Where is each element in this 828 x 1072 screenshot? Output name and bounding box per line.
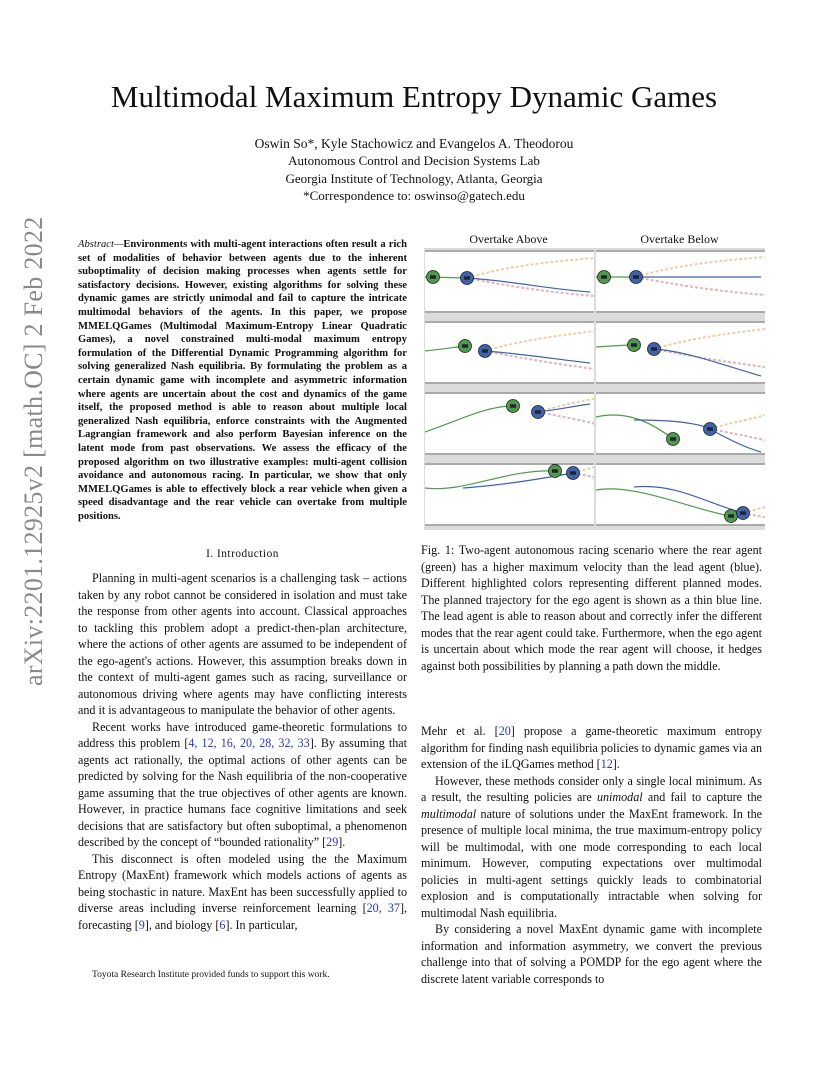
lead-agent-car-icon bbox=[482, 349, 488, 353]
panel-plot bbox=[596, 250, 765, 313]
rear-agent-car-icon bbox=[728, 514, 734, 518]
panel-plot bbox=[596, 392, 765, 455]
planned-mode-path bbox=[467, 258, 594, 278]
citation-link[interactable]: 20, 37 bbox=[366, 901, 400, 915]
panel-plot bbox=[425, 250, 594, 313]
author-names: Oswin So*, Kyle Stachowicz and Evangelos A. Theodorou bbox=[254, 136, 574, 151]
paper-title: Multimodal Maximum Entropy Dynamic Games bbox=[110, 79, 718, 114]
left-column-text bbox=[78, 570, 407, 933]
arxiv-identifier: arXiv:2201.12925v2 [math.OC] 2 Feb 2022 bbox=[19, 216, 48, 686]
author-correspondence: *Correspondence to: oswinso@gatech.edu bbox=[303, 188, 525, 203]
rear-agent-car-icon bbox=[462, 344, 468, 348]
planned-mode-path bbox=[485, 331, 594, 351]
citation-link[interactable]: 12 bbox=[600, 757, 613, 771]
rear-agent-trajectory bbox=[596, 415, 673, 439]
planned-mode-path bbox=[710, 429, 765, 447]
figure-panel bbox=[596, 392, 765, 455]
citation-link[interactable]: 4, 12, 16, 20, 28, 32, 33 bbox=[188, 736, 310, 750]
planned-mode-path bbox=[538, 412, 594, 430]
rear-agent-car-icon bbox=[631, 343, 637, 347]
lead-agent-trajectory bbox=[485, 351, 590, 363]
figure-panel bbox=[425, 463, 594, 526]
rear-agent-car-icon bbox=[510, 404, 516, 408]
panel-plot bbox=[596, 321, 765, 384]
right-paragraph-1: Mehr et al. [20] propose a game-theoretic maximum entropy algorithm for finding nash equilibria policies to dynamic games via an extension of the iLQGames method [12]. bbox=[421, 724, 762, 771]
rear-agent-car-icon bbox=[670, 437, 676, 441]
panel-plot bbox=[596, 463, 765, 526]
figure-panel bbox=[425, 250, 594, 313]
rear-agent-car-icon bbox=[552, 469, 558, 473]
figure-column-title: Overtake Above bbox=[469, 232, 548, 246]
lead-agent-car-icon bbox=[633, 275, 639, 279]
lead-agent-car-icon bbox=[707, 427, 713, 431]
lead-agent-trajectory bbox=[634, 486, 743, 513]
planned-mode-path bbox=[467, 278, 594, 296]
citation-link[interactable]: 20 bbox=[498, 724, 511, 738]
right-column-text bbox=[421, 723, 762, 987]
figure-panel bbox=[596, 321, 765, 384]
abstract bbox=[78, 238, 407, 523]
figure-panel bbox=[425, 392, 594, 455]
intro-paragraph-3: This disconnect is often modeled using the the Maximum Entropy (MaxEnt) framework which models actions of agents as being stochastic in nature. MaxEnt has been successfully applied to diverse areas including inverse reinforcement learning [20, 37], forecasting [9], and biology [6]. In particular, bbox=[78, 851, 407, 932]
planned-mode-path bbox=[654, 329, 765, 349]
abstract-body: Environments with multi-agent interactions often result a rich set of modalities of behavior between agents due to the inherent suboptimality of decision making processes when agents settle for satisfactory decisions. However, existing algorithms for solving these dynamic games are strictly unimodal and fail to capture the intricate multimodal behaviors of the agents. In this paper, we propose MMELQGames (Multimodal Maximum-Entropy Linear Quadratic Games), a novel constrained multi-modal maximum entropy formulation of the Differential Dynamic Programming algorithm for solving generalized Nash equilibria. By formulating the problem as a certain dynamic game with incomplete and asymmetric information where agents are uncertain about the cost and dynamics of the game itself, the proposed method is able to reason about multiple local generalized Nash equilibria, enforce constraints with the Augmented Lagrangian framework and also perform Bayesian inference on the latent mode from past observations. We assess the efficacy of the proposed algorithm on two illustrative examples: multi-agent collision avoidance and autonomous racing. In particular, we show that only MMELQGames is able to effectively block a rear vehicle when given a speed disadvantage and the rear vehicle can overtake from multiple positions. bbox=[78, 239, 407, 522]
rear-agent-car-icon bbox=[601, 275, 607, 279]
footnote: Toyota Research Institute provided funds to support this work. bbox=[92, 970, 330, 980]
intro-paragraph-1: Planning in multi-agent scenarios is a challenging task – actions taken by any robot cannot be considered in isolation and must take the response from other agents into account. Classical approaches to tackling this problem adopt a predict-then-plan architecture, where the actions of other agents are assumed to be independent of the ego-agent's actions. However, this assumption breaks down in the context of multi-agent games such as racing, surveillance or autonomous driving where agents may have conflicting interests and it is advantageous to manipulate the behavior of other agents. bbox=[78, 571, 407, 717]
lead-agent-car-icon bbox=[535, 410, 541, 414]
citation-link[interactable]: 9 bbox=[138, 917, 145, 932]
figure-column-title: Overtake Below bbox=[640, 232, 719, 246]
planned-mode-path bbox=[710, 409, 765, 429]
rear-agent-trajectory bbox=[425, 406, 513, 432]
planned-mode-path bbox=[636, 257, 765, 277]
figure-panel bbox=[596, 463, 765, 526]
planned-mode-path bbox=[538, 396, 594, 412]
figure-panel bbox=[425, 321, 594, 384]
author-lab: Autonomous Control and Decision Systems Lab bbox=[288, 153, 540, 168]
figure-caption: Fig. 1: Two-agent autonomous racing scenario where the rear agent (green) has a higher maximum velocity than the lead agent (blue). Different highlighted colors representing different planned modes. The planned trajectory for the ego agent is shown as a thin blue line. The lead agent is able to reason about and correctly infer the different modes that the rear agent could take. Furthermore, when the ego agent is uncertain about which mode the rear agent will choose, it hedges against both possibilities by planning a path down the middle. bbox=[421, 543, 762, 673]
section-heading-introduction: I. Introduction bbox=[206, 548, 279, 560]
citation-link[interactable]: 29 bbox=[326, 835, 339, 849]
intro-paragraph-2: Recent works have introduced game-theoretic formulations to address this problem [4, 12, 16, 20, 28, 32, 33]. By assuming that agents act rationally, the optimal actions of other agents can be predicted by solving for the Nash equilibria of the non-cooperative game assuming that the true objectives of other agents are known. However, in practice humans face cognitive limitations and seek decisions that are satisfactory but often suboptimal, a phenomenon described by the concept of “bounded rationality” [29]. bbox=[78, 719, 407, 849]
planned-mode-path bbox=[654, 349, 765, 367]
panel-plot bbox=[425, 463, 594, 526]
right-paragraph-2: However, these methods consider only a single local minimum. As a result, the resulting policies are unimodal and fail to capture the multimodal nature of solutions under the MaxEnt framework. In the presence of multiple local minima, the true maximum-entropy policy will be multimodal, with one mode corresponding to each local minimum. However, computing expectations over multimodal policies in multi-agent settings quickly leads to combinatorial explosion and is computationally intractable when solving for multimodal Nash equilibria. bbox=[421, 773, 762, 920]
author-institute: Georgia Institute of Technology, Atlanta, Georgia bbox=[285, 171, 543, 186]
abstract-lead: Abstract— bbox=[78, 239, 124, 250]
lead-agent-car-icon bbox=[570, 471, 576, 475]
planned-mode-path bbox=[485, 351, 594, 369]
lead-agent-car-icon bbox=[651, 347, 657, 351]
panel-plot bbox=[425, 321, 594, 384]
lead-agent-car-icon bbox=[464, 276, 470, 280]
figure-panel bbox=[596, 250, 765, 313]
planned-mode-path bbox=[636, 277, 765, 295]
right-paragraph-3: By considering a novel MaxEnt dynamic game with incomplete information and information asymmetry, we convert the previous challenge into that of solving a POMDP for the ego agent where the discrete latent variable corresponds to bbox=[421, 922, 762, 986]
lead-agent-trajectory bbox=[467, 278, 590, 292]
panel-plot bbox=[425, 392, 594, 455]
citation-link[interactable]: 6 bbox=[219, 917, 226, 932]
lead-agent-car-icon bbox=[740, 511, 746, 515]
rear-agent-car-icon bbox=[430, 275, 436, 279]
